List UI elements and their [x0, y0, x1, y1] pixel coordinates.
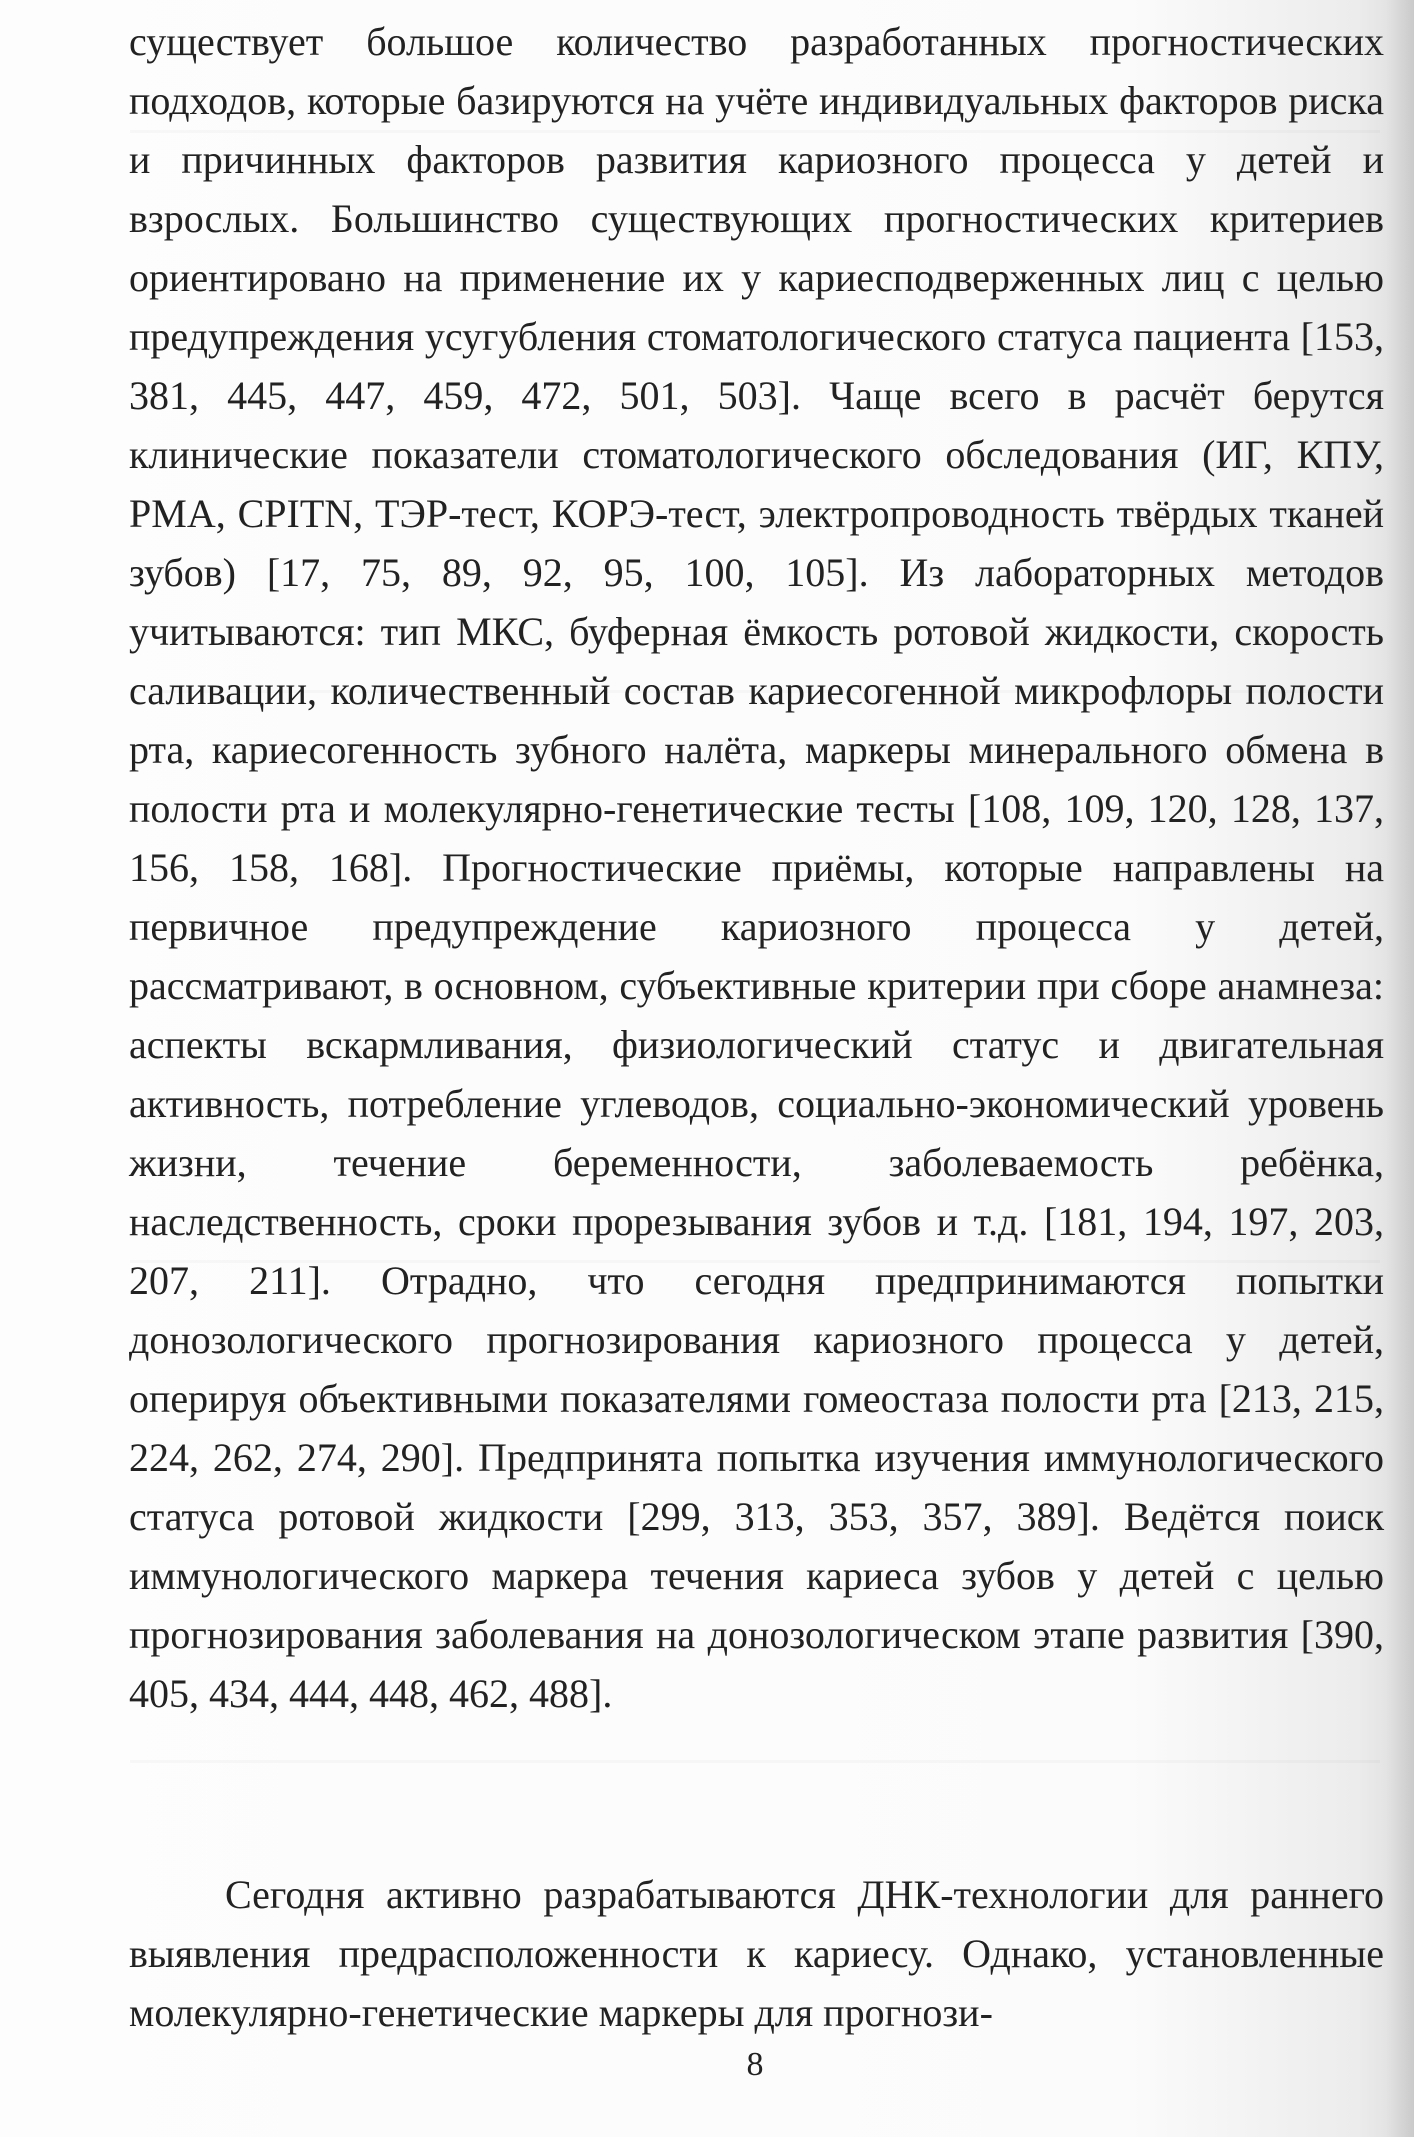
page-number: 8 [746, 2046, 764, 2083]
body-paragraph-2: Сегодня активно разрабатываются ДНК-технологии для раннего выявления предрасположенности к кариесу. Однако, установленные молекулярно-генетические маркеры для прогнози- [129, 1872, 1384, 2035]
body-paragraph-1: существует большое количество разработанных прогностических подходов, которые базируются на учёте индивидуальных факторов риска и причинных факторов развития кариозного процесса у детей и взрослых. Большинство существующих прогностических критериев ориентировано на применение их у кариесподверженных лиц с целью предупреждения усугубления стоматологического статуса пациента [153, 381, 445, 447, 459, 472, 501, 503]. Чаще всего в расчёт берутся клинические показатели стоматологического обследования (ИГ, КПУ, РМА, CPITN, ТЭР-тест, КОРЭ-тест, электропроводность твёрдых тканей зубов) [17, 75, 89, 92, 95, 100, 105]. Из лабораторных методов учитываются: тип МКС, буферная ёмкость ротовой жидкости, скорость саливации, количественный состав кариесогенной микрофлоры полости рта, кариесогенность зубного налёта, маркеры минерального обмена в полости рта и молекулярно-генетические тесты [108, 109, 120, 128, 137, 156, 158, 168]. Прогностические приёмы, которые направлены на первичное предупреждение кариозного процесса у детей, рассматривают, в основном, субъективные критерии при сборе анамнеза: аспекты вскармливания, физиологический статус и двигательная активность, потребление углеводов, социально-экономический уровень жизни, течение беременности, заболеваемость ребёнка, наследственность, сроки прорезывания зубов и т.д. [181, 194, 197, 203, 207, 211]. Отрадно, что сегодня предпринимаются попытки донозологического прогнозирования кариозного процесса у детей, оперируя объективными показателями гомеостаза полости рта [213, 215, 224, 262, 274, 290]. Предпринята попытка изучения иммунологического статуса ротовой жидкости [299, 313, 353, 357, 389]. Ведётся поиск иммунологического маркера течения кариеса зубов у детей с целью прогнозирования заболевания на донозологическом этапе развития [390, 405, 434, 444, 448, 462, 488]. [129, 19, 1384, 1716]
page-edge-shadow [1386, 0, 1414, 2137]
